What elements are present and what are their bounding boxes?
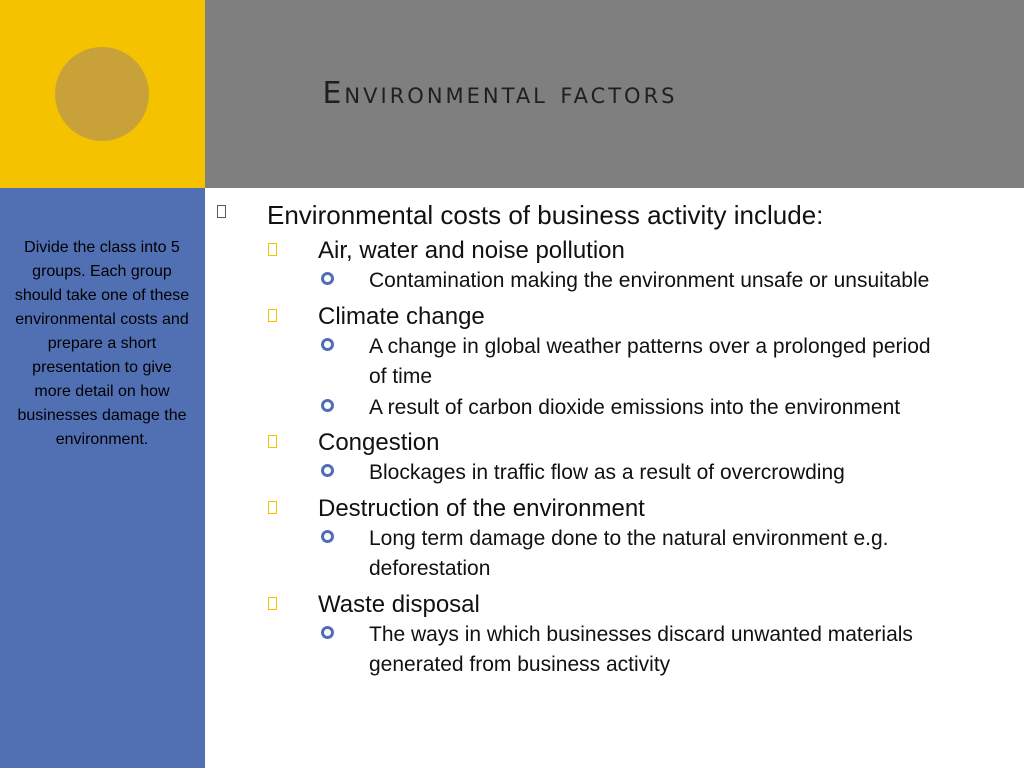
- ring-bullet-icon: [321, 272, 334, 285]
- sub-list-item: A change in global weather patterns over a prolonged period: [369, 334, 931, 358]
- list-item: Climate change: [318, 302, 485, 330]
- slide-title: Environmental factors: [322, 76, 678, 111]
- list-item: Air, water and noise pollution: [318, 237, 625, 264]
- ring-bullet-icon: [321, 626, 334, 639]
- square-bullet-icon: [268, 309, 277, 322]
- square-bullet-icon: [217, 205, 226, 218]
- decorative-circle: [55, 47, 149, 141]
- ring-bullet-icon: [321, 399, 334, 412]
- ring-bullet-icon: [321, 338, 334, 351]
- side-panel: [0, 188, 205, 768]
- ring-bullet-icon: [321, 464, 334, 477]
- sub-list-item: generated from business activity: [369, 653, 671, 676]
- sub-list-item: A result of carbon dioxide emissions into the environment: [369, 395, 901, 419]
- yellow-corner-block: [0, 0, 205, 188]
- list-item: Congestion: [318, 429, 440, 456]
- side-note: Divide the class into 5 groups. Each group should take one of these environmental costs and prepare a short presentation to give more detail on how businesses damage the environment.: [14, 239, 190, 448]
- sub-list-item: deforestation: [369, 557, 491, 580]
- square-bullet-icon: [268, 597, 277, 610]
- content-heading: Environmental costs of business activity include:: [267, 200, 824, 230]
- sub-list-item: of time: [369, 365, 433, 388]
- sub-list-item: Long term damage done to the natural environment e.g.: [369, 526, 889, 550]
- list-item: Destruction of the environment: [318, 494, 645, 522]
- ring-bullet-icon: [321, 530, 334, 543]
- list-item: Waste disposal: [318, 590, 480, 618]
- sub-list-item: Blockages in traffic flow as a result of overcrowding: [369, 461, 845, 484]
- square-bullet-icon: [268, 501, 277, 514]
- sub-list-item: Contamination making the environment unsafe or unsuitable: [369, 269, 930, 292]
- square-bullet-icon: [268, 243, 277, 256]
- square-bullet-icon: [268, 435, 277, 448]
- sub-list-item: The ways in which businesses discard unwanted materials: [369, 622, 913, 646]
